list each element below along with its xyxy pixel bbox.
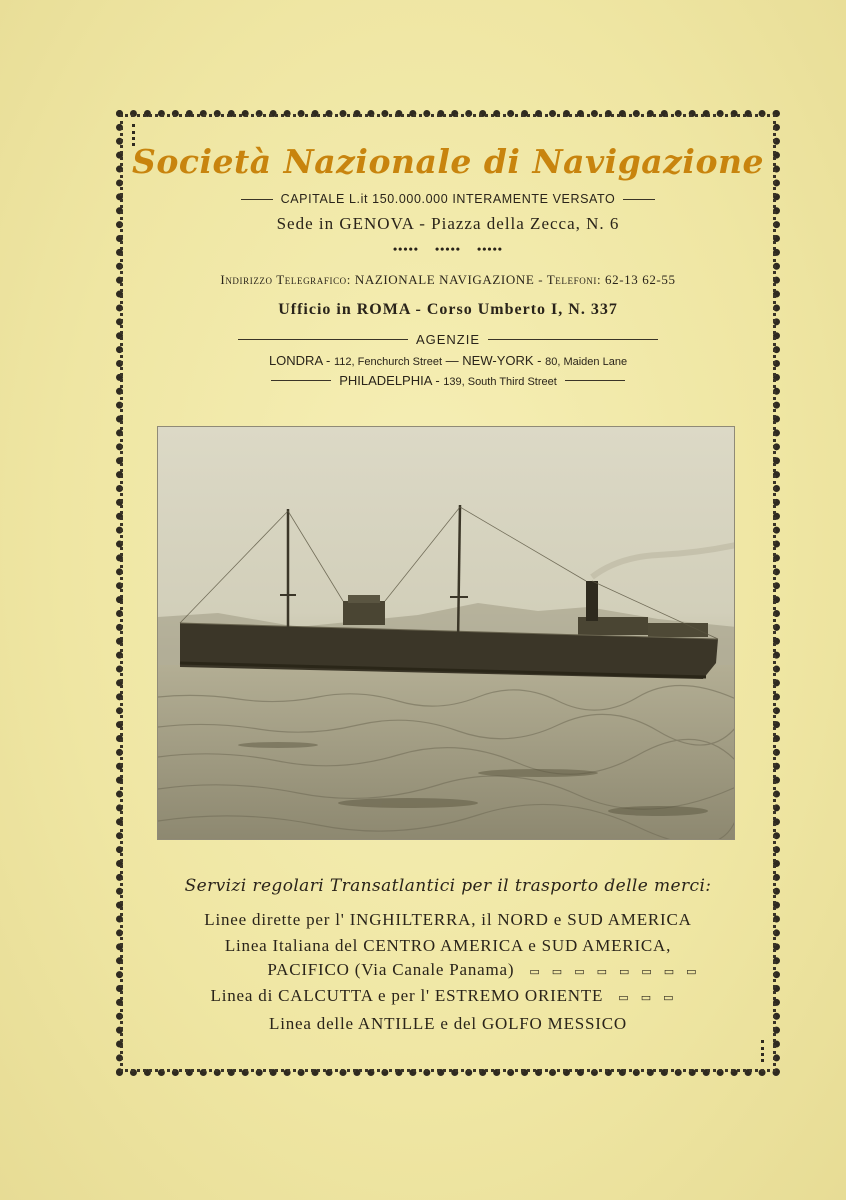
rome-office-line: Ufficio in ROMA - Corso Umberto I, N. 337 — [278, 301, 618, 318]
newyork-address: 80, Maiden Lane — [545, 356, 628, 368]
company-title: Società Nazionale di Navigazione — [132, 142, 764, 181]
agencies-label: AGENZIE — [415, 332, 481, 347]
dot-group: ••••• — [434, 242, 461, 256]
london-newyork-line: LONDRA - 112, Fenchurch Street — NEW-YORK - 80, Maiden Lane — [268, 353, 628, 368]
service-line-central-america: Linea Italiana del CENTRO AMERICA e SUD AMERICA, — [224, 936, 672, 955]
london-address: 112, Fenchurch Street — [333, 356, 443, 368]
london-city: LONDRA — [268, 353, 323, 368]
advertisement-frame — [116, 110, 780, 1076]
capital-line — [116, 192, 780, 206]
rule-left — [241, 199, 273, 200]
cargo-ship-photo — [157, 426, 735, 840]
border-ornament-bottom-right — [751, 1040, 764, 1062]
rule-right — [488, 339, 658, 340]
service-line-antilles: Linea delle ANTILLE e del GOLFO MESSICO — [269, 1014, 627, 1033]
rule-left — [271, 380, 331, 381]
newyork-city: NEW-YORK — [462, 353, 534, 368]
philadelphia-city: PHILADELPHIA — [339, 373, 432, 388]
agencies-heading — [116, 332, 780, 347]
calcutta-text: Linea di CALCUTTA e per l' ESTREMO ORIENTE — [210, 986, 604, 1005]
dot-group: ••••• — [477, 242, 504, 256]
telegraph-line: Indirizzo Telegrafico: NAZIONALE NAVIGAZIONE - Telefoni: 62-13 62-55 — [220, 272, 676, 287]
capital-text: CAPITALE L.it 150.000.000 INTERAMENTE VERSATO — [280, 192, 616, 206]
rule-right — [623, 199, 655, 200]
headquarters-line: Sede in GENOVA - Piazza della Zecca, N. 6 — [276, 214, 620, 233]
service-line-england: Linee dirette per l' INGHILTERRA, il NORD e SUD AMERICA — [204, 910, 692, 929]
dot-group: ••••• — [392, 242, 419, 256]
service-line-pacific — [116, 960, 780, 980]
box-ornaments: ▭▭▭ — [618, 992, 686, 1004]
rule-right — [565, 380, 625, 381]
rule-left — [238, 339, 408, 340]
services-heading: Servizi regolari Transatlantici per il trasporto delle merci: — [184, 876, 712, 896]
ship-illustration — [158, 427, 735, 840]
dot-separator — [116, 242, 780, 257]
philadelphia-address: 139, South Third Street — [443, 376, 557, 388]
philadelphia-line: PHILADELPHIA - 139, South Third Street — [116, 373, 780, 388]
pacific-text: PACIFICO (Via Canale Panama) — [267, 960, 515, 979]
service-line-calcutta — [116, 986, 780, 1006]
box-ornaments: ▭▭▭▭▭▭▭▭ — [529, 966, 709, 978]
